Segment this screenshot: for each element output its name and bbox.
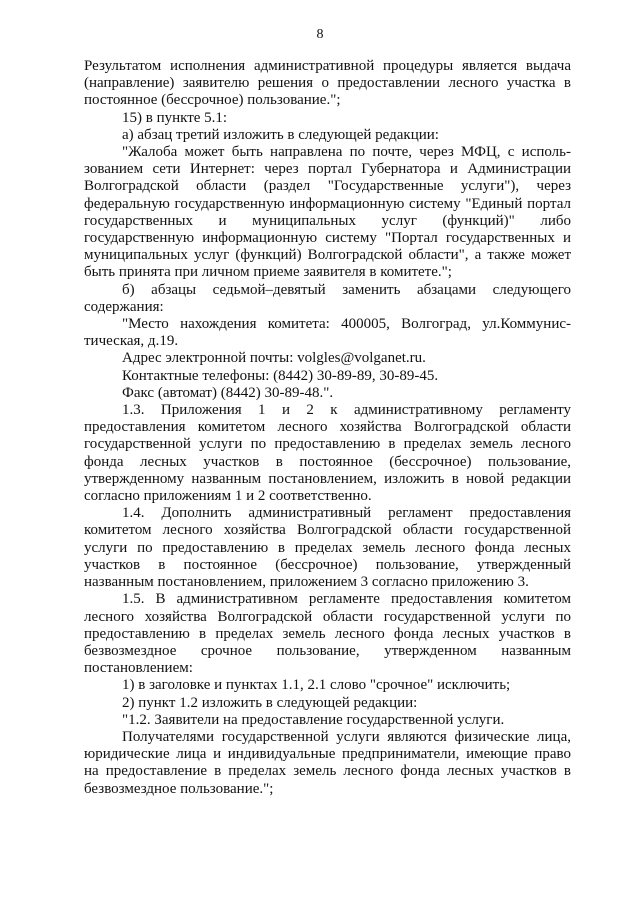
paragraph-phones: Контактные телефоны: (8442) 30-89-89, 30-89-45. [122,367,439,384]
paragraph-1-2-heading: "1.2. Заявители на предоставление государственной услуги. [122,711,505,728]
paragraph-1-5: 1.5. В административном регламенте предоставления комитетом лесного хозяйства Волгоградской области государственной услуги по предоставлению в пределах земель лесного фонда лесных участков в безвозмездное срочное пользование, утвержденном названным постановлением: [84,591,571,677]
paragraph-result: Результатом исполнения административной процедуры является выдача (направление) заявителю решения о предоставлении лесного участка в постоянное (бессрочное) пользование."; [84,58,571,109]
paragraph-fax: Факс (автомат) (8442) 30-89-48.". [122,384,334,401]
paragraph-email: Адрес электронной почты: volgles@volganet.ru. [122,350,426,367]
paragraph-subitem-a: а) абзац третий изложить в следующей редакции: [122,126,439,143]
paragraph-complaint-quote: "Жалоба может быть направлена по почте, через МФЦ, с исполь- зованием сети Интернет: через портал Губернатора и Администрации Волгоградской области (раздел "Государственные услуги"), через федеральную государственную информационную систему "Единый портал государственных и муниципальных услуг (функций)" либо государственную информационную систему "Портал государственных и муниципальных услуг (функций) Волгоградской области", а также может быть принята при личном приеме заявителя в комитете."; [84,144,571,281]
paragraph-subitem-2: 2) пункт 1.2 изложить в следующей редакции: [122,694,418,711]
page-number: 8 [316,27,324,42]
paragraph-1-4: 1.4. Дополнить административный регламент предоставления комитетом лесного хозяйства Волгоградской области государственной услуги по предоставлению в пределах земель лесного фонда лесных участков в постоянное (бессрочное) пользование, утвержденный названным постановлением, приложением 3 согласно приложению 3. [84,505,571,591]
paragraph-subitem-1: 1) в заголовке и пунктах 1.1, 2.1 слово "срочное" исключить; [122,677,511,694]
paragraph-recipients: Получателями государственной услуги являются физические лица, юридические лица и индивидуальные предприниматели, имеющие право на предоставление в пределах земель лесного фонда лесных участков в безвозмездное пользование."; [84,728,571,797]
paragraph-committee-address: "Место нахождения комитета: 400005, Волгоград, ул.Коммунис- тическая, д.19. [84,316,571,350]
paragraph-subitem-b: б) абзацы седьмой–девятый заменить абзацами следующего содержания: [84,281,571,315]
paragraph-item-15: 15) в пункте 5.1: [122,109,228,126]
document-body [84,58,571,798]
paragraph-1-3: 1.3. Приложения 1 и 2 к административному регламенту предоставления комитетом лесного хозяйства Волгоградской области государственной услуги по предоставлению в пределах земель лесного фонда лесных участков в постоянное (бессрочное) пользование, утвержденному названным постановлением, изложить в новой редакции согласно приложениям 1 и 2 соответственно. [84,402,571,505]
